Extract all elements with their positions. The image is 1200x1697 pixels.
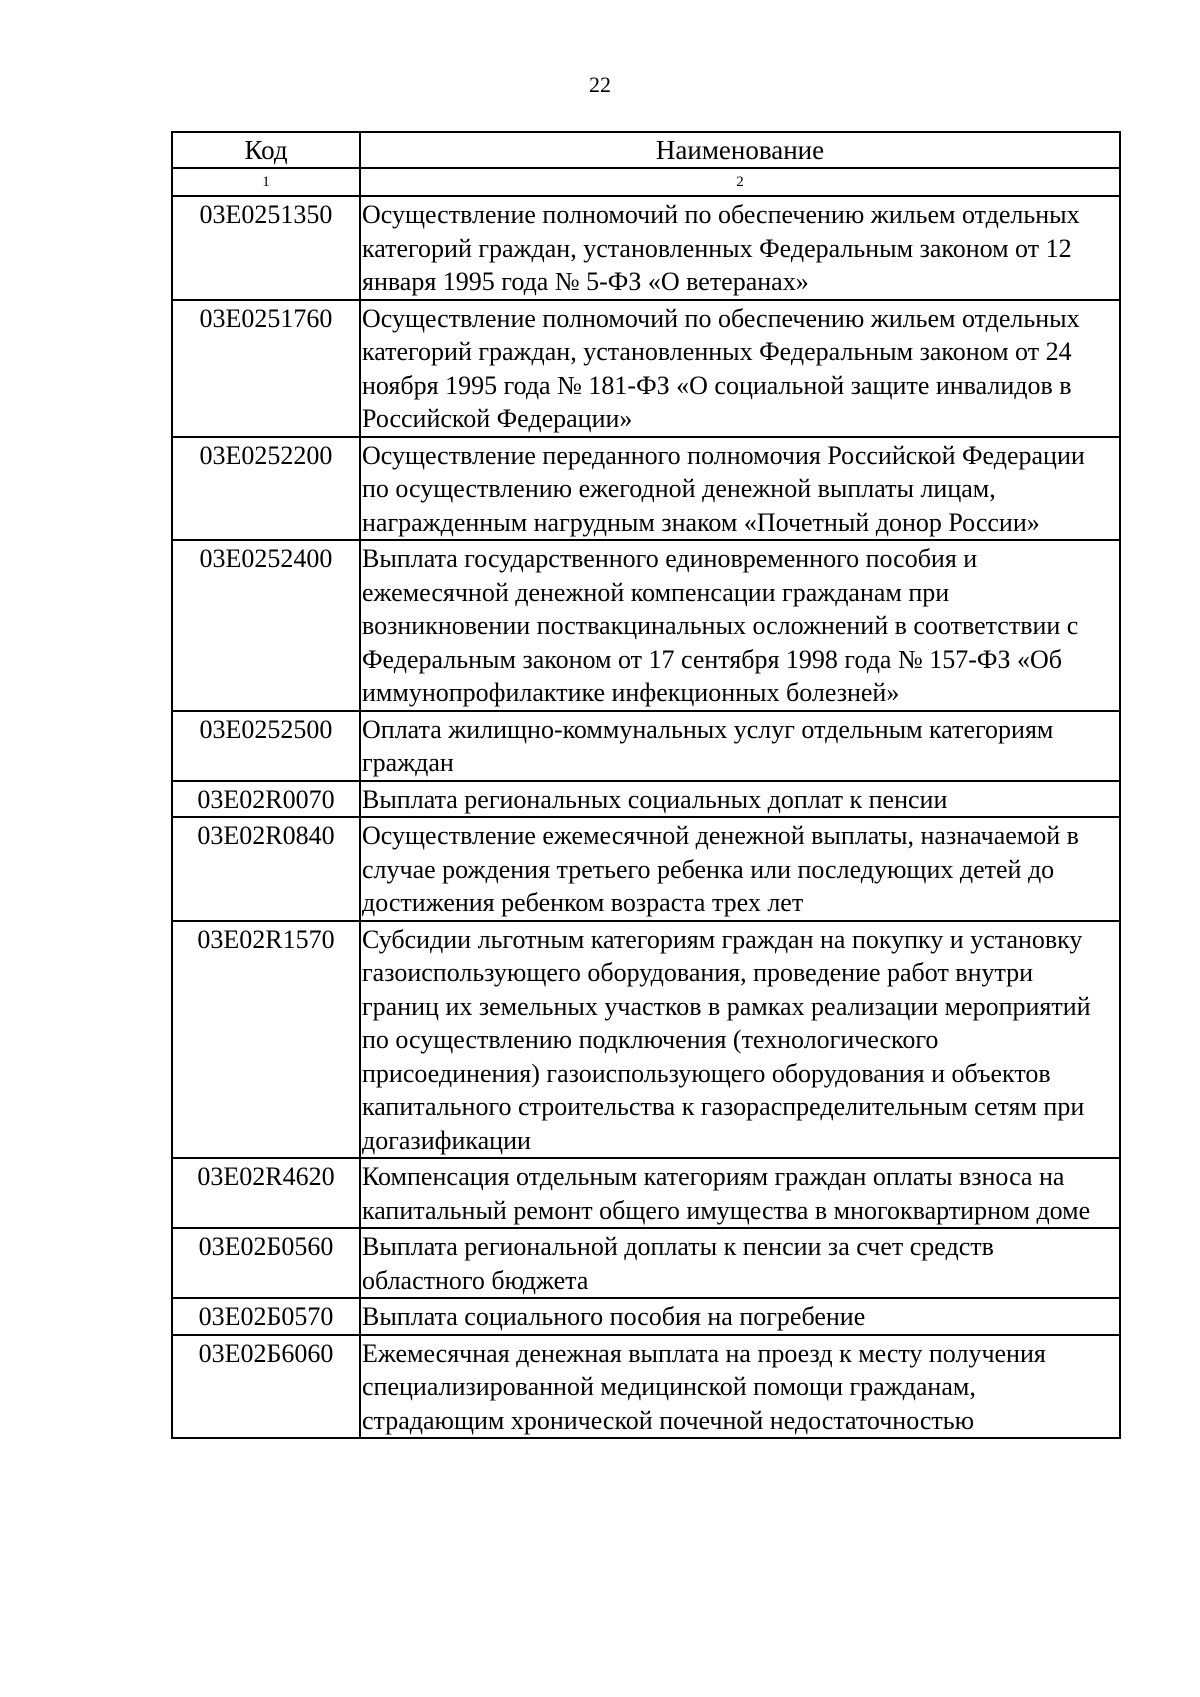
row-code: 03Е02Б0570 [172, 1298, 360, 1335]
row-name: Выплата государственного единовременного пособия и ежемесячной денежной компенсации гражданам при возникновении поствакцинальных осложнений в соответствии с Федеральным законом от 17 сентября 1998 года № 157-ФЗ «Об иммунопрофилактике инфекционных болезней» [360, 540, 1120, 711]
row-code: 03Е02R4620 [172, 1158, 360, 1228]
table-row [172, 1158, 1120, 1228]
row-code: 03Е02Б6060 [172, 1335, 360, 1439]
row-name: Осуществление переданного полномочия Российской Федерации по осуществлению ежегодной денежной выплаты лицам, награжденным нагрудным знаком «Почетный донор России» [360, 437, 1120, 541]
code-table [171, 131, 1121, 1439]
row-code: 03Е0252500 [172, 711, 360, 781]
header-code: Код [172, 132, 360, 168]
row-name: Осуществление ежемесячной денежной выплаты, назначаемой в случае рождения третьего ребенка или последующих детей до достижения ребенком возраста трех лет [360, 817, 1120, 921]
column-number-row [172, 168, 1120, 196]
table-row [172, 1335, 1120, 1439]
table-row [172, 196, 1120, 300]
table-row [172, 711, 1120, 781]
column-number-name: 2 [360, 168, 1120, 196]
table-row [172, 540, 1120, 711]
row-code: 03Е0252200 [172, 437, 360, 541]
row-code: 03Е02R1570 [172, 921, 360, 1159]
row-name: Выплата региональных социальных доплат к пенсии [360, 781, 1120, 818]
row-code: 03Е02R0840 [172, 817, 360, 921]
row-name: Субсидии льготным категориям граждан на покупку и установку газоиспользующего оборудования, проведение работ внутри границ их земельных участков в рамках реализации мероприятий по осуществлению подключения (технологического присоединения) газоиспользующего оборудования и объектов капитального строительства к газораспределительным сетям при догазификации [360, 921, 1120, 1159]
table-row [172, 437, 1120, 541]
row-code: 03Е0252400 [172, 540, 360, 711]
table-header-row [172, 132, 1120, 168]
row-name: Компенсация отдельным категориям граждан оплаты взноса на капитальный ремонт общего имущества в многоквартирном доме [360, 1158, 1120, 1228]
row-code: 03Е0251760 [172, 300, 360, 437]
row-name: Осуществление полномочий по обеспечению жильем отдельных категорий граждан, установленных Федеральным законом от 24 ноября 1995 года № 181-ФЗ «О социальной защите инвалидов в Российской Федерации» [360, 300, 1120, 437]
table-row [172, 921, 1120, 1159]
table-row [172, 1298, 1120, 1335]
row-name: Осуществление полномочий по обеспечению жильем отдельных категорий граждан, установленных Федеральным законом от 12 января 1995 года № 5-ФЗ «О ветеранах» [360, 196, 1120, 300]
row-name: Оплата жилищно-коммунальных услуг отдельным категориям граждан [360, 711, 1120, 781]
table-row [172, 781, 1120, 818]
row-name: Выплата региональной доплаты к пенсии за счет средств областного бюджета [360, 1228, 1120, 1298]
column-number-code: 1 [172, 168, 360, 196]
row-code: 03Е02R0070 [172, 781, 360, 818]
row-code: 03Е02Б0560 [172, 1228, 360, 1298]
page-number: 22 [589, 72, 611, 97]
table-row [172, 817, 1120, 921]
table-row [172, 300, 1120, 437]
row-name: Выплата социального пособия на погребение [360, 1298, 1120, 1335]
row-name: Ежемесячная денежная выплата на проезд к месту получения специализированной медицинской помощи гражданам, страдающим хронической почечной недостаточностью [360, 1335, 1120, 1439]
header-name: Наименование [360, 132, 1120, 168]
row-code: 03Е0251350 [172, 196, 360, 300]
table-row [172, 1228, 1120, 1298]
